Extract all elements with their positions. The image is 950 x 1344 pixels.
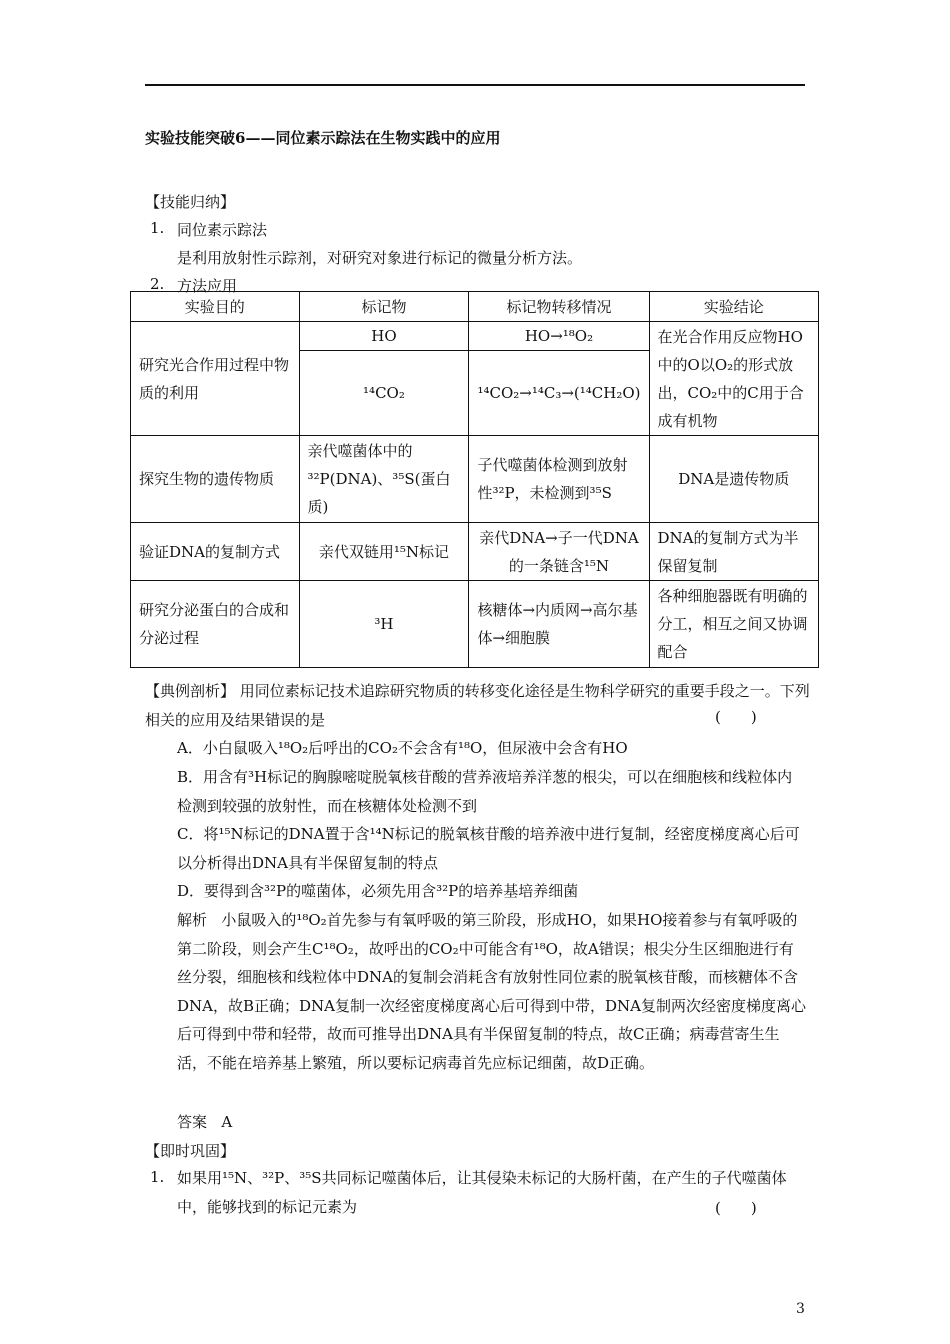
row3-transfer: 亲代DNA→子一代DNA的一条链含¹⁵N xyxy=(469,523,649,581)
header-rule xyxy=(145,84,805,86)
row2-conclusion: DNA是遗传物质 xyxy=(649,436,818,523)
example-stem: 用同位素标记技术追踪研究物质的转移变化途径是生物科学研究的重要手段之一。下列相关的应用及结果错误的是 xyxy=(145,682,810,729)
practice-heading: 【即时巩固】 xyxy=(145,1142,236,1160)
option-a: A．小白鼠吸入¹⁸O₂后呼出的CO₂不会含有¹⁸O，但尿液中会含有HO xyxy=(177,739,628,757)
page-title: 实验技能突破6——同位素示踪法在生物实践中的应用 xyxy=(145,129,501,147)
analysis-label: 解析 xyxy=(177,911,208,929)
row2-marker: 亲代噬菌体中的³²P(DNA)、³⁵S(蛋白质) xyxy=(299,436,469,523)
example-heading: 【典例剖析】 xyxy=(145,682,236,700)
row4-marker: ³H xyxy=(299,581,469,668)
table-header-row xyxy=(131,292,819,322)
row3-marker: 亲代双链用¹⁵N标记 xyxy=(299,523,469,581)
header-transfer: 标记物转移情况 xyxy=(469,292,649,322)
q1-number: 1. xyxy=(150,1168,165,1186)
item2-title: 方法应用 xyxy=(177,277,238,295)
page-number: 3 xyxy=(796,1301,805,1317)
row4-conclusion: 各种细胞器既有明确的分工，相互之间又协调配合 xyxy=(649,581,818,668)
row4-transfer: 核糖体→内质网→高尔基体→细胞膜 xyxy=(469,581,649,668)
q1-blank: ( ) xyxy=(715,1199,757,1217)
method-table xyxy=(130,291,819,668)
table-row xyxy=(131,581,819,668)
table-row xyxy=(131,322,819,351)
row1-purpose: 研究光合作用过程中物质的利用 xyxy=(131,322,300,436)
row1-transfer-a: HO→¹⁸O₂ xyxy=(469,322,649,351)
row1-marker-a: HO xyxy=(299,322,469,351)
option-d: D．要得到含³²P的噬菌体，必须先用含³²P的培养基培养细菌 xyxy=(177,882,579,900)
option-c: C．将¹⁵N标记的DNA置于含¹⁴N标记的脱氧核苷酸的培养液中进行复制，经密度梯度离心后可以分析得出DNA具有半保留复制的特点 xyxy=(177,825,800,872)
item1-title: 同位素示踪法 xyxy=(177,221,268,239)
analysis-text: 小鼠吸入的¹⁸O₂首先参与有氧呼吸的第三阶段，形成HO，如果HO接着参与有氧呼吸的第二阶段，则会产生C¹⁸O₂，故呼出的CO₂中可能含有¹⁸O，故A错误；根尖分生区细胞进行有丝分裂，细胞核和线粒体中DNA的复制会消耗含有放射性同位素的脱氧核苷酸，而核糖体不含DNA，故B正确；DNA复制一次经密度梯度离心后可得到中带，DNA复制两次经密度梯度离心后可得到中带和轻带，故而可推导出DNA具有半保留复制的特点，故C正确；病毒营寄生生活，不能在培养基上繁殖，所以要标记病毒首先应标记细菌，故D正确。 xyxy=(177,911,806,1072)
row3-conclusion: DNA的复制方式为半保留复制 xyxy=(649,523,818,581)
row4-purpose: 研究分泌蛋白的合成和分泌过程 xyxy=(131,581,300,668)
header-conclusion: 实验结论 xyxy=(649,292,818,322)
row1-transfer-b: ¹⁴CO₂→¹⁴C₃→(¹⁴CH₂O) xyxy=(469,351,649,436)
item2-number: 2. xyxy=(150,275,165,293)
example-section xyxy=(145,677,810,734)
header-purpose: 实验目的 xyxy=(131,292,300,322)
row2-transfer: 子代噬菌体检测到放射性³²P，未检测到³⁵S xyxy=(469,436,649,523)
item1-number: 1. xyxy=(150,219,165,237)
row2-purpose: 探究生物的遗传物质 xyxy=(131,436,300,523)
answer-line xyxy=(177,1111,232,1132)
row3-purpose: 验证DNA的复制方式 xyxy=(131,523,300,581)
header-marker: 标记物 xyxy=(299,292,469,322)
row1-marker-b: ¹⁴CO₂ xyxy=(299,351,469,436)
table-row xyxy=(131,523,819,581)
answer-value: A xyxy=(221,1113,233,1131)
q1-text: 如果用¹⁵N、³²P、³⁵S共同标记噬菌体后，让其侵染未标记的大肠杆菌，在产生的子代噬菌体中，能够找到的标记元素为 xyxy=(177,1169,787,1216)
table-row xyxy=(131,436,819,523)
analysis-block xyxy=(177,906,807,1077)
answer-label: 答案 xyxy=(177,1113,208,1131)
skills-heading: 【技能归纳】 xyxy=(145,193,236,211)
item1-description: 是利用放射性示踪剂，对研究对象进行标记的微量分析方法。 xyxy=(177,249,583,267)
example-blank: ( ) xyxy=(715,708,757,726)
row1-conclusion: 在光合作用反应物HO中的O以O₂的形式放出，CO₂中的C用于合成有机物 xyxy=(649,322,818,436)
option-b: B．用含有³H标记的胸腺嘧啶脱氧核苷酸的营养液培养洋葱的根尖，可以在细胞核和线粒体内检测到较强的放射性，而在核糖体处检测不到 xyxy=(177,768,793,815)
